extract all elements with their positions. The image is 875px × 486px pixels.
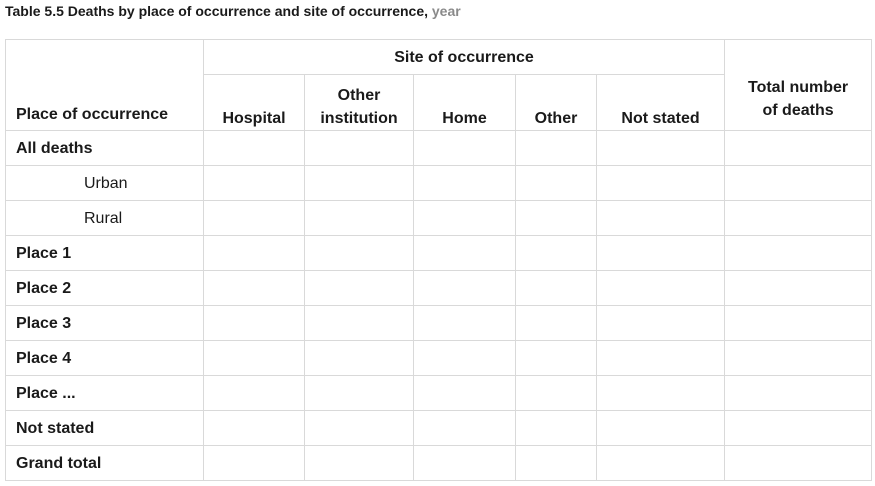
- total-header-line2: of deaths: [762, 102, 834, 119]
- table-cell: [305, 201, 414, 236]
- table-cell: [597, 411, 725, 446]
- table-row: [6, 411, 872, 446]
- table-cell: [516, 411, 597, 446]
- site-column-header-line2: Other: [534, 110, 578, 127]
- table-row: [6, 306, 872, 341]
- table-cell: [597, 376, 725, 411]
- table-cell: [725, 446, 872, 481]
- table-cell: [725, 271, 872, 306]
- row-label: Urban: [6, 166, 204, 201]
- site-column-header: [597, 75, 725, 131]
- site-column-header: [414, 75, 516, 131]
- site-column-header: [305, 75, 414, 131]
- site-column-header: [516, 75, 597, 131]
- table-cell: [414, 201, 516, 236]
- table-cell: [597, 341, 725, 376]
- site-column-header-line1: Other: [337, 87, 381, 104]
- table-cell: [725, 166, 872, 201]
- table-cell: [414, 446, 516, 481]
- table-cell: [204, 411, 305, 446]
- table-row: [6, 166, 872, 201]
- total-header-line1: Total number: [747, 79, 849, 96]
- table-cell: [414, 306, 516, 341]
- row-label: Place 3: [6, 306, 204, 341]
- table-cell: [725, 201, 872, 236]
- total-deaths-header: [725, 40, 872, 131]
- table-cell: [414, 341, 516, 376]
- table-cell: [305, 306, 414, 341]
- table-cell: [725, 131, 872, 166]
- table-cell: [725, 306, 872, 341]
- table-title-main: Table 5.5 Deaths by place of occurrence and site of occurrence,: [5, 3, 432, 19]
- table-cell: [204, 201, 305, 236]
- table-cell: [516, 271, 597, 306]
- table-row: [6, 131, 872, 166]
- site-column-header-line2: institution: [320, 110, 398, 127]
- site-of-occurrence-header: Site of occurrence: [204, 40, 725, 75]
- table-row: [6, 201, 872, 236]
- table-row: [6, 341, 872, 376]
- row-label: Place 4: [6, 341, 204, 376]
- table-cell: [597, 166, 725, 201]
- table-cell: [414, 131, 516, 166]
- table-cell: [516, 201, 597, 236]
- table-cell: [597, 131, 725, 166]
- table-cell: [597, 306, 725, 341]
- table-row: [6, 376, 872, 411]
- table-cell: [414, 411, 516, 446]
- table-cell: [516, 166, 597, 201]
- deaths-table: [5, 39, 872, 481]
- table-cell: [725, 411, 872, 446]
- table-cell: [305, 411, 414, 446]
- site-column-header-line2: Not stated: [621, 110, 700, 127]
- table-cell: [305, 376, 414, 411]
- table-row: [6, 236, 872, 271]
- table-title-year: year: [431, 3, 461, 19]
- place-of-occurrence-header: Place of occurrence: [6, 40, 204, 131]
- table-cell: [597, 236, 725, 271]
- site-column-header: [204, 75, 305, 131]
- table-cell: [597, 201, 725, 236]
- table-row: [6, 446, 872, 481]
- table-cell: [204, 306, 305, 341]
- table-cell: [414, 271, 516, 306]
- table-cell: [204, 236, 305, 271]
- table-cell: [414, 376, 516, 411]
- row-label: Place 2: [6, 271, 204, 306]
- table-cell: [305, 446, 414, 481]
- table-cell: [204, 446, 305, 481]
- site-column-header-line2: Home: [442, 110, 487, 127]
- row-label: Place 1: [6, 236, 204, 271]
- table-cell: [516, 446, 597, 481]
- table-title: [5, 3, 461, 19]
- table-row: [6, 271, 872, 306]
- table-cell: [204, 376, 305, 411]
- table-cell: [516, 376, 597, 411]
- table-cell: [305, 341, 414, 376]
- row-label: Not stated: [6, 411, 204, 446]
- table-cell: [204, 341, 305, 376]
- row-label: All deaths: [6, 131, 204, 166]
- table-cell: [597, 446, 725, 481]
- table-cell: [305, 236, 414, 271]
- table-cell: [725, 341, 872, 376]
- table-cell: [516, 131, 597, 166]
- row-label: Grand total: [6, 446, 204, 481]
- site-column-header-line2: Hospital: [222, 110, 286, 127]
- table-cell: [725, 236, 872, 271]
- table-cell: [305, 271, 414, 306]
- table-cell: [204, 131, 305, 166]
- table-cell: [305, 131, 414, 166]
- table-cell: [414, 236, 516, 271]
- row-label: Place ...: [6, 376, 204, 411]
- table-cell: [516, 236, 597, 271]
- table-cell: [204, 166, 305, 201]
- row-label: Rural: [6, 201, 204, 236]
- table-cell: [414, 166, 516, 201]
- table-cell: [516, 341, 597, 376]
- table-cell: [725, 376, 872, 411]
- table-cell: [305, 166, 414, 201]
- table-cell: [516, 306, 597, 341]
- table-cell: [204, 271, 305, 306]
- table-cell: [597, 271, 725, 306]
